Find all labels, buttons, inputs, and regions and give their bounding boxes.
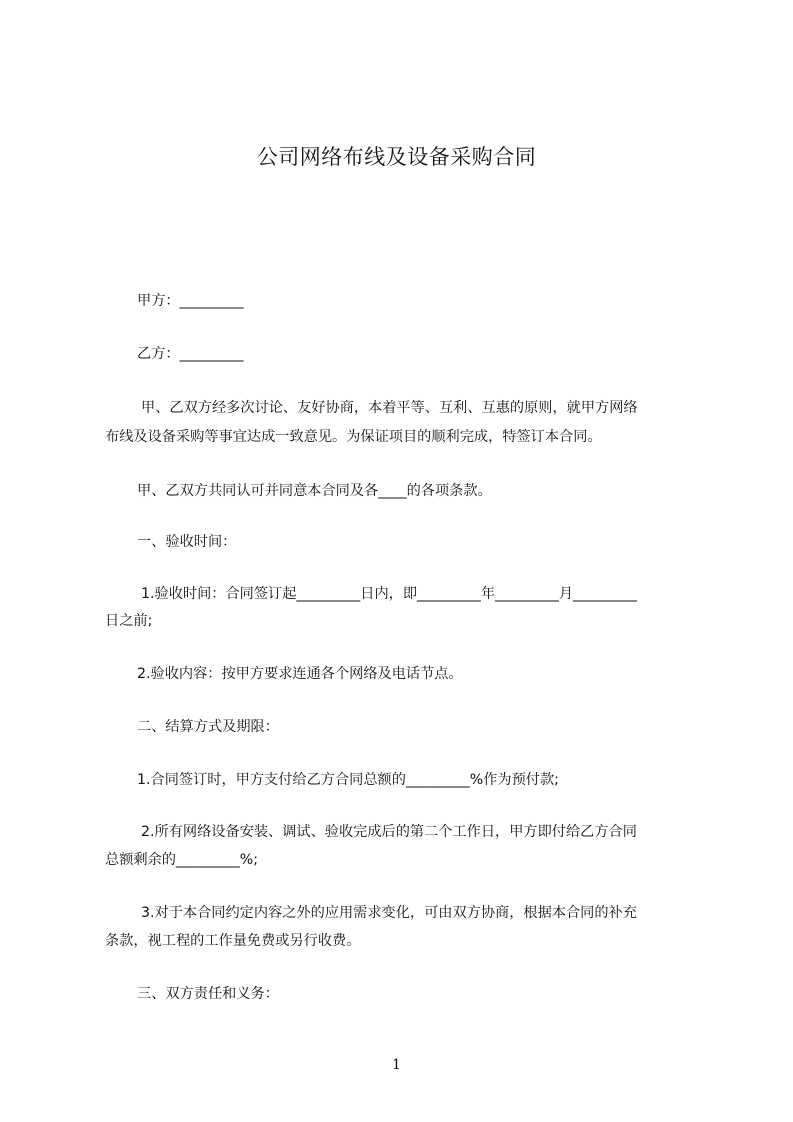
intro-paragraph-line-1: 甲、乙双方经多次讨论、友好协商，本着平等、互利、互惠的原则，就甲方网络	[141, 400, 638, 416]
section-2-item-2-line-2: 总额剩余的_________%;	[105, 852, 259, 868]
section-1-item-1-line-2: 日之前;	[105, 613, 153, 629]
party-a-line: 甲方：_________	[137, 293, 244, 309]
section-3-heading: 三、双方责任和义务：	[137, 986, 279, 1002]
section-2-item-2-line-1: 2.所有网络设备安装、调试、验收完成后的第二个工作日，甲方即付给乙方合同	[141, 824, 637, 840]
page-number: 1	[392, 1057, 401, 1073]
document-title: 公司网络布线及设备采购合同	[256, 145, 537, 169]
section-1-item-1-line-1: 1.验收时间：合同签订起_________日内，即_________年_________月_________	[141, 586, 637, 602]
intro-paragraph-line-2: 布线及设备采购等事宜达成一致意见。为保证项目的顺利完成，特签订本合同。	[105, 429, 602, 445]
section-2-heading: 二、结算方式及期限：	[137, 719, 279, 735]
section-2-item-3-line-1: 3.对于本合同约定内容之外的应用需求变化，可由双方协商，根据本合同的补充	[141, 905, 637, 921]
section-2-item-1: 1.合同签订时，甲方支付给乙方合同总额的_________%作为预付款;	[137, 772, 559, 788]
section-1-heading: 一、验收时间：	[137, 534, 237, 550]
agreement-paragraph: 甲、乙双方共同认可并同意本合同及各____的各项条款。	[137, 483, 492, 499]
section-2-item-3-line-2: 条款，视工程的工作量免费或另行收费。	[105, 933, 361, 949]
section-1-item-2: 2.验收内容：按甲方要求连通各个网络及电话节点。	[137, 666, 463, 682]
party-b-line: 乙方：_________	[137, 346, 244, 362]
